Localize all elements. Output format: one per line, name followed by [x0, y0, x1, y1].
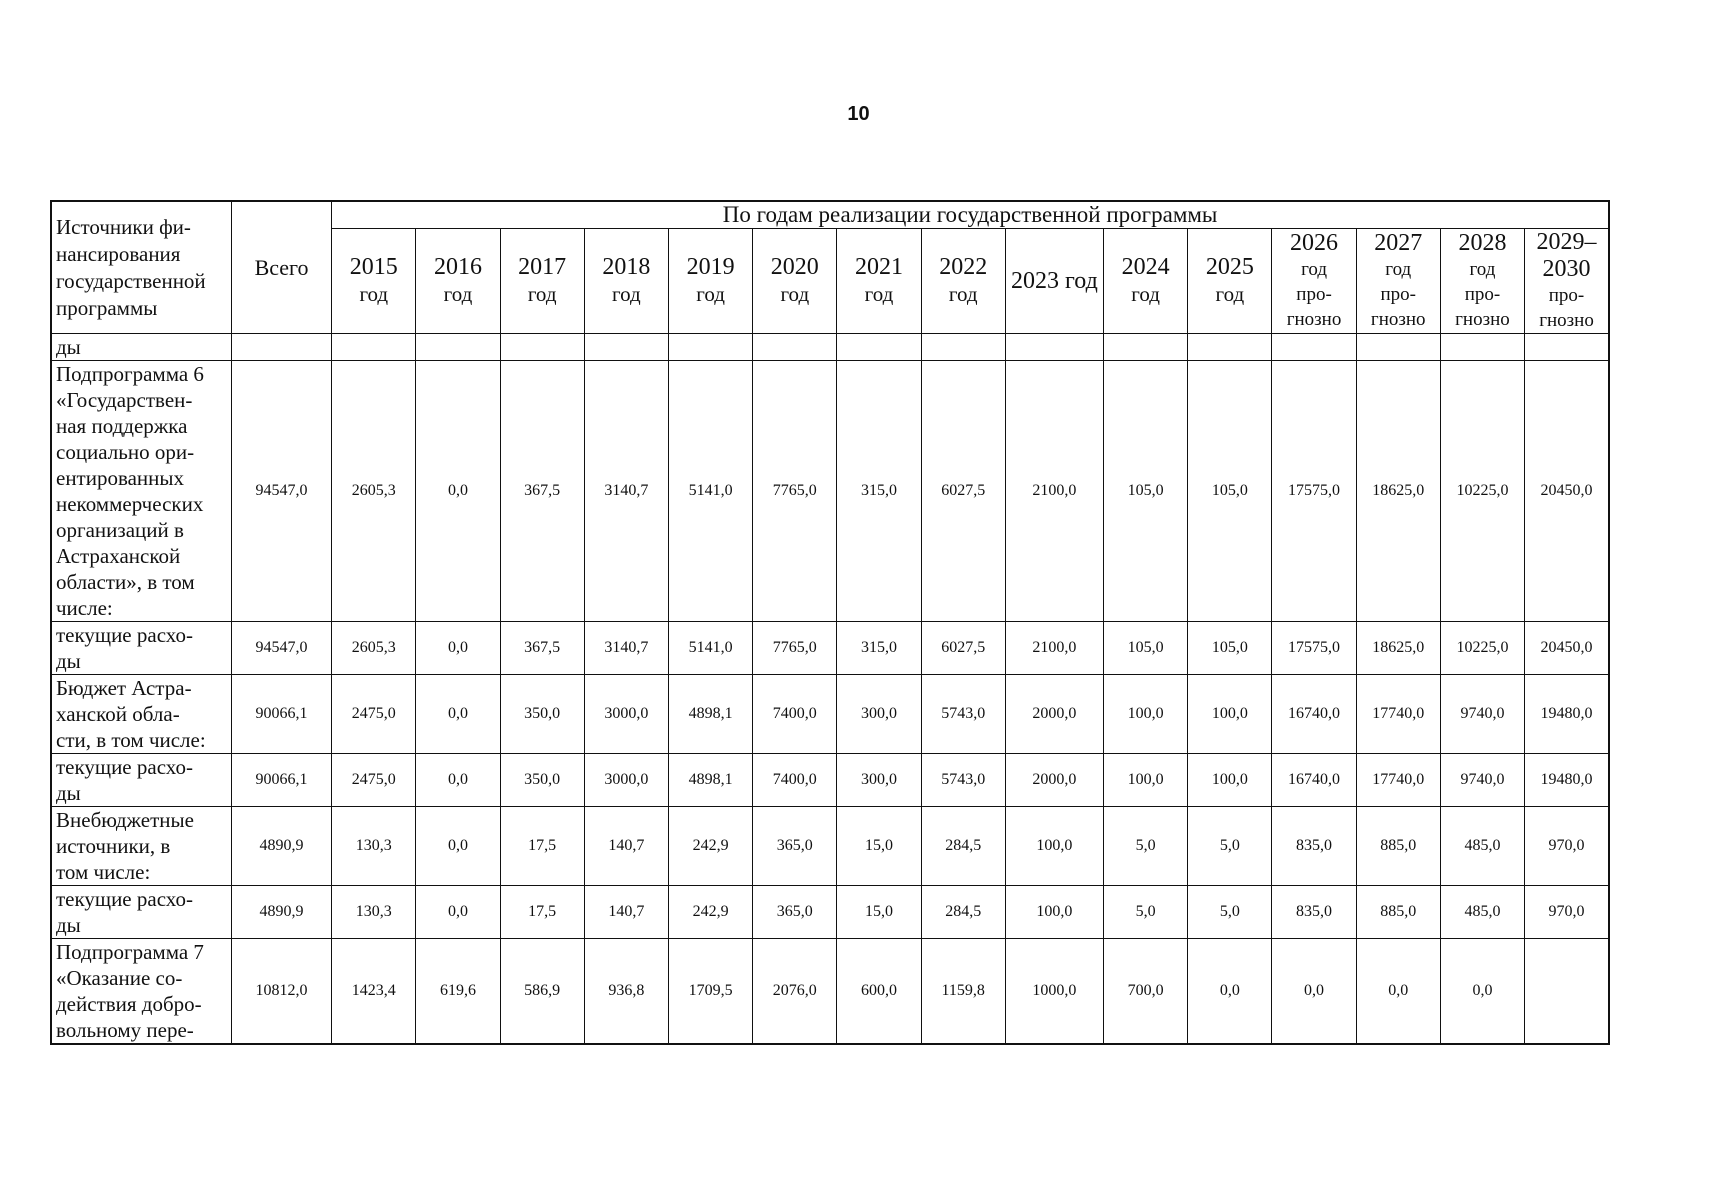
row-label: Бюджет Астра- ханской обла- сти, в том числе:	[51, 675, 231, 754]
year-unit: год	[612, 282, 641, 306]
year-value-cell: 5743,0	[921, 675, 1005, 754]
year-label: 2023 год	[1011, 267, 1098, 294]
year-value-cell: 2076,0	[753, 939, 837, 1045]
year-value-cell	[584, 334, 668, 361]
header-row-group	[51, 201, 1609, 229]
year-column-header	[753, 229, 837, 334]
year-label: 2016	[433, 254, 482, 280]
page-number: 10	[847, 103, 870, 125]
year-label: 2015	[349, 254, 398, 280]
year-value-cell: 19480,0	[1525, 675, 1609, 754]
year-column-header	[584, 229, 668, 334]
year-label: 2025	[1205, 254, 1254, 280]
year-value-cell: 0,0	[416, 675, 500, 754]
year-column-header	[416, 229, 500, 334]
year-value-cell: 18625,0	[1356, 622, 1440, 675]
year-value-cell: 100,0	[1005, 886, 1103, 939]
year-value-cell	[1272, 334, 1356, 361]
year-value-cell: 365,0	[753, 886, 837, 939]
year-value-cell: 2605,3	[332, 622, 416, 675]
year-value-cell: 17,5	[500, 807, 584, 886]
forecast-note: год про- гнозно	[1286, 259, 1342, 330]
year-value-cell: 3000,0	[584, 754, 668, 807]
year-value-cell: 284,5	[921, 807, 1005, 886]
year-column-header	[837, 229, 921, 334]
year-value-cell: 3140,7	[584, 361, 668, 622]
year-value-cell: 7765,0	[753, 361, 837, 622]
year-value-cell: 5141,0	[668, 622, 752, 675]
year-value-cell: 17,5	[500, 886, 584, 939]
year-column-header	[500, 229, 584, 334]
year-column-header	[668, 229, 752, 334]
row-label: Внебюджетные источники, в том числе:	[51, 807, 231, 886]
row-label: текущие расхо- ды	[51, 754, 231, 807]
year-unit: год	[443, 282, 473, 306]
year-value-cell: 100,0	[1104, 675, 1188, 754]
year-value-cell: 7765,0	[753, 622, 837, 675]
year-value-cell: 3000,0	[584, 675, 668, 754]
year-column-header	[1005, 229, 1103, 334]
total-value-cell	[231, 334, 331, 361]
year-value-cell: 20450,0	[1525, 361, 1609, 622]
row-label: ды	[51, 334, 231, 361]
year-value-cell: 5141,0	[668, 361, 752, 622]
year-value-cell: 2475,0	[332, 675, 416, 754]
year-value-cell	[332, 334, 416, 361]
year-value-cell: 1000,0	[1005, 939, 1103, 1045]
year-label: 2024	[1121, 254, 1170, 280]
source-column-header: Источники фи- нансирования государственной программы	[51, 201, 231, 334]
total-column-header: Всего	[231, 201, 331, 334]
year-value-cell	[1188, 334, 1272, 361]
year-value-cell: 2000,0	[1005, 675, 1103, 754]
year-value-cell: 16740,0	[1272, 754, 1356, 807]
year-value-cell: 0,0	[1356, 939, 1440, 1045]
year-label: 2019	[686, 254, 735, 280]
year-value-cell: 140,7	[584, 807, 668, 886]
year-value-cell: 0,0	[1272, 939, 1356, 1045]
forecast-year-label: 2027	[1374, 230, 1423, 256]
year-value-cell: 5,0	[1188, 886, 1272, 939]
year-value-cell: 105,0	[1104, 622, 1188, 675]
year-value-cell: 10225,0	[1440, 622, 1524, 675]
year-value-cell: 100,0	[1104, 754, 1188, 807]
year-value-cell	[1356, 334, 1440, 361]
year-value-cell: 7400,0	[753, 675, 837, 754]
year-value-cell: 2475,0	[332, 754, 416, 807]
year-value-cell: 9740,0	[1440, 754, 1524, 807]
year-unit: год	[359, 282, 389, 306]
year-value-cell: 586,9	[500, 939, 584, 1045]
year-value-cell: 2000,0	[1005, 754, 1103, 807]
year-value-cell: 242,9	[668, 807, 752, 886]
financing-table	[50, 200, 1610, 1045]
forecast-note: про- гнозно	[1539, 285, 1594, 331]
year-unit: год	[527, 282, 557, 306]
year-value-cell: 885,0	[1356, 807, 1440, 886]
year-value-cell: 6027,5	[921, 361, 1005, 622]
year-value-cell: 140,7	[584, 886, 668, 939]
year-value-cell: 17740,0	[1356, 754, 1440, 807]
year-label: 2021	[854, 254, 903, 280]
year-value-cell: 350,0	[500, 675, 584, 754]
table-row	[51, 939, 1609, 1045]
year-value-cell: 936,8	[584, 939, 668, 1045]
year-value-cell: 885,0	[1356, 886, 1440, 939]
year-value-cell: 100,0	[1188, 754, 1272, 807]
year-unit: год	[864, 282, 894, 306]
year-value-cell: 600,0	[837, 939, 921, 1045]
year-label: 2022	[939, 254, 988, 280]
forecast-year-label: 2028	[1458, 230, 1507, 256]
year-value-cell: 365,0	[753, 807, 837, 886]
year-value-cell	[1525, 334, 1609, 361]
row-label: текущие расхо- ды	[51, 886, 231, 939]
year-value-cell: 16740,0	[1272, 675, 1356, 754]
forecast-note: год про- гнозно	[1370, 259, 1426, 330]
table-row	[51, 886, 1609, 939]
year-value-cell: 18625,0	[1356, 361, 1440, 622]
year-value-cell: 105,0	[1188, 361, 1272, 622]
year-value-cell	[837, 334, 921, 361]
total-value-cell: 10812,0	[231, 939, 331, 1045]
year-value-cell: 300,0	[837, 754, 921, 807]
year-value-cell: 20450,0	[1525, 622, 1609, 675]
year-value-cell: 284,5	[921, 886, 1005, 939]
year-label: 2018	[602, 254, 651, 280]
year-unit: год	[1215, 282, 1245, 306]
year-value-cell: 5743,0	[921, 754, 1005, 807]
year-value-cell: 5,0	[1104, 886, 1188, 939]
year-value-cell: 15,0	[837, 886, 921, 939]
year-value-cell: 485,0	[1440, 807, 1524, 886]
table-row	[51, 754, 1609, 807]
table-row	[51, 622, 1609, 675]
year-value-cell	[668, 334, 752, 361]
year-value-cell: 130,3	[332, 886, 416, 939]
year-value-cell: 970,0	[1525, 886, 1609, 939]
year-value-cell: 242,9	[668, 886, 752, 939]
total-value-cell: 90066,1	[231, 754, 331, 807]
year-value-cell: 619,6	[416, 939, 500, 1045]
year-value-cell: 1709,5	[668, 939, 752, 1045]
forecast-year-column-header	[1440, 229, 1524, 334]
total-value-cell: 94547,0	[231, 622, 331, 675]
year-value-cell: 100,0	[1188, 675, 1272, 754]
year-value-cell: 7400,0	[753, 754, 837, 807]
year-value-cell	[1440, 334, 1524, 361]
year-unit: год	[948, 282, 978, 306]
years-group-header: По годам реализации государственной программы	[332, 201, 1609, 229]
year-value-cell	[1525, 939, 1609, 1045]
year-value-cell	[416, 334, 500, 361]
table-row	[51, 675, 1609, 754]
year-value-cell: 1423,4	[332, 939, 416, 1045]
year-value-cell: 15,0	[837, 807, 921, 886]
row-label: текущие расхо- ды	[51, 622, 231, 675]
table-row	[51, 361, 1609, 622]
year-value-cell: 0,0	[1188, 939, 1272, 1045]
year-value-cell	[753, 334, 837, 361]
year-value-cell: 0,0	[416, 886, 500, 939]
year-label: 2020	[770, 254, 819, 280]
total-value-cell: 4890,9	[231, 807, 331, 886]
year-value-cell: 315,0	[837, 361, 921, 622]
year-value-cell: 970,0	[1525, 807, 1609, 886]
year-value-cell: 5,0	[1188, 807, 1272, 886]
year-value-cell: 0,0	[1440, 939, 1524, 1045]
year-value-cell: 367,5	[500, 361, 584, 622]
forecast-year-label: 2026	[1290, 230, 1339, 256]
year-value-cell: 315,0	[837, 622, 921, 675]
year-value-cell: 0,0	[416, 754, 500, 807]
forecast-year-column-header	[1356, 229, 1440, 334]
year-value-cell: 4898,1	[668, 754, 752, 807]
year-value-cell: 17575,0	[1272, 361, 1356, 622]
year-value-cell: 100,0	[1005, 807, 1103, 886]
year-value-cell: 0,0	[416, 622, 500, 675]
total-value-cell: 90066,1	[231, 675, 331, 754]
year-value-cell: 17740,0	[1356, 675, 1440, 754]
year-value-cell: 19480,0	[1525, 754, 1609, 807]
year-value-cell	[500, 334, 584, 361]
year-value-cell: 1159,8	[921, 939, 1005, 1045]
year-label: 2017	[518, 254, 567, 280]
year-unit: год	[780, 282, 810, 306]
year-value-cell	[1005, 334, 1103, 361]
year-value-cell: 0,0	[416, 807, 500, 886]
year-value-cell: 2100,0	[1005, 361, 1103, 622]
year-value-cell: 700,0	[1104, 939, 1188, 1045]
year-column-header	[921, 229, 1005, 334]
forecast-year-column-header	[1272, 229, 1356, 334]
total-value-cell: 94547,0	[231, 361, 331, 622]
year-value-cell: 105,0	[1188, 622, 1272, 675]
year-column-header	[332, 229, 416, 334]
total-value-cell: 4890,9	[231, 886, 331, 939]
year-value-cell: 485,0	[1440, 886, 1524, 939]
year-value-cell: 300,0	[837, 675, 921, 754]
year-value-cell: 5,0	[1104, 807, 1188, 886]
year-value-cell: 3140,7	[584, 622, 668, 675]
year-value-cell: 0,0	[416, 361, 500, 622]
year-value-cell: 4898,1	[668, 675, 752, 754]
year-value-cell: 2100,0	[1005, 622, 1103, 675]
year-unit: год	[1131, 282, 1160, 306]
forecast-year-label: 2029– 2030	[1536, 229, 1597, 282]
year-value-cell: 9740,0	[1440, 675, 1524, 754]
year-value-cell: 6027,5	[921, 622, 1005, 675]
year-value-cell: 105,0	[1104, 361, 1188, 622]
year-value-cell: 17575,0	[1272, 622, 1356, 675]
row-label: Подпрограмма 6 «Государствен- ная поддержка социально ори- ентированных некоммерческих организаций в Астраханской области», в том числе:	[51, 361, 231, 622]
year-value-cell: 130,3	[332, 807, 416, 886]
forecast-note: год про- гнозно	[1455, 259, 1510, 330]
year-value-cell: 2605,3	[332, 361, 416, 622]
year-value-cell	[1104, 334, 1188, 361]
year-value-cell: 350,0	[500, 754, 584, 807]
year-column-header	[1188, 229, 1272, 334]
year-value-cell	[921, 334, 1005, 361]
forecast-year-column-header	[1525, 229, 1609, 334]
year-unit: год	[696, 282, 725, 306]
table-body	[51, 334, 1609, 1045]
year-value-cell: 10225,0	[1440, 361, 1524, 622]
row-label: Подпрограмма 7 «Оказание со- действия добро- вольному пере-	[51, 939, 231, 1045]
year-value-cell: 835,0	[1272, 886, 1356, 939]
table-row	[51, 334, 1609, 361]
year-value-cell: 367,5	[500, 622, 584, 675]
table-row	[51, 807, 1609, 886]
year-column-header	[1104, 229, 1188, 334]
year-value-cell: 835,0	[1272, 807, 1356, 886]
